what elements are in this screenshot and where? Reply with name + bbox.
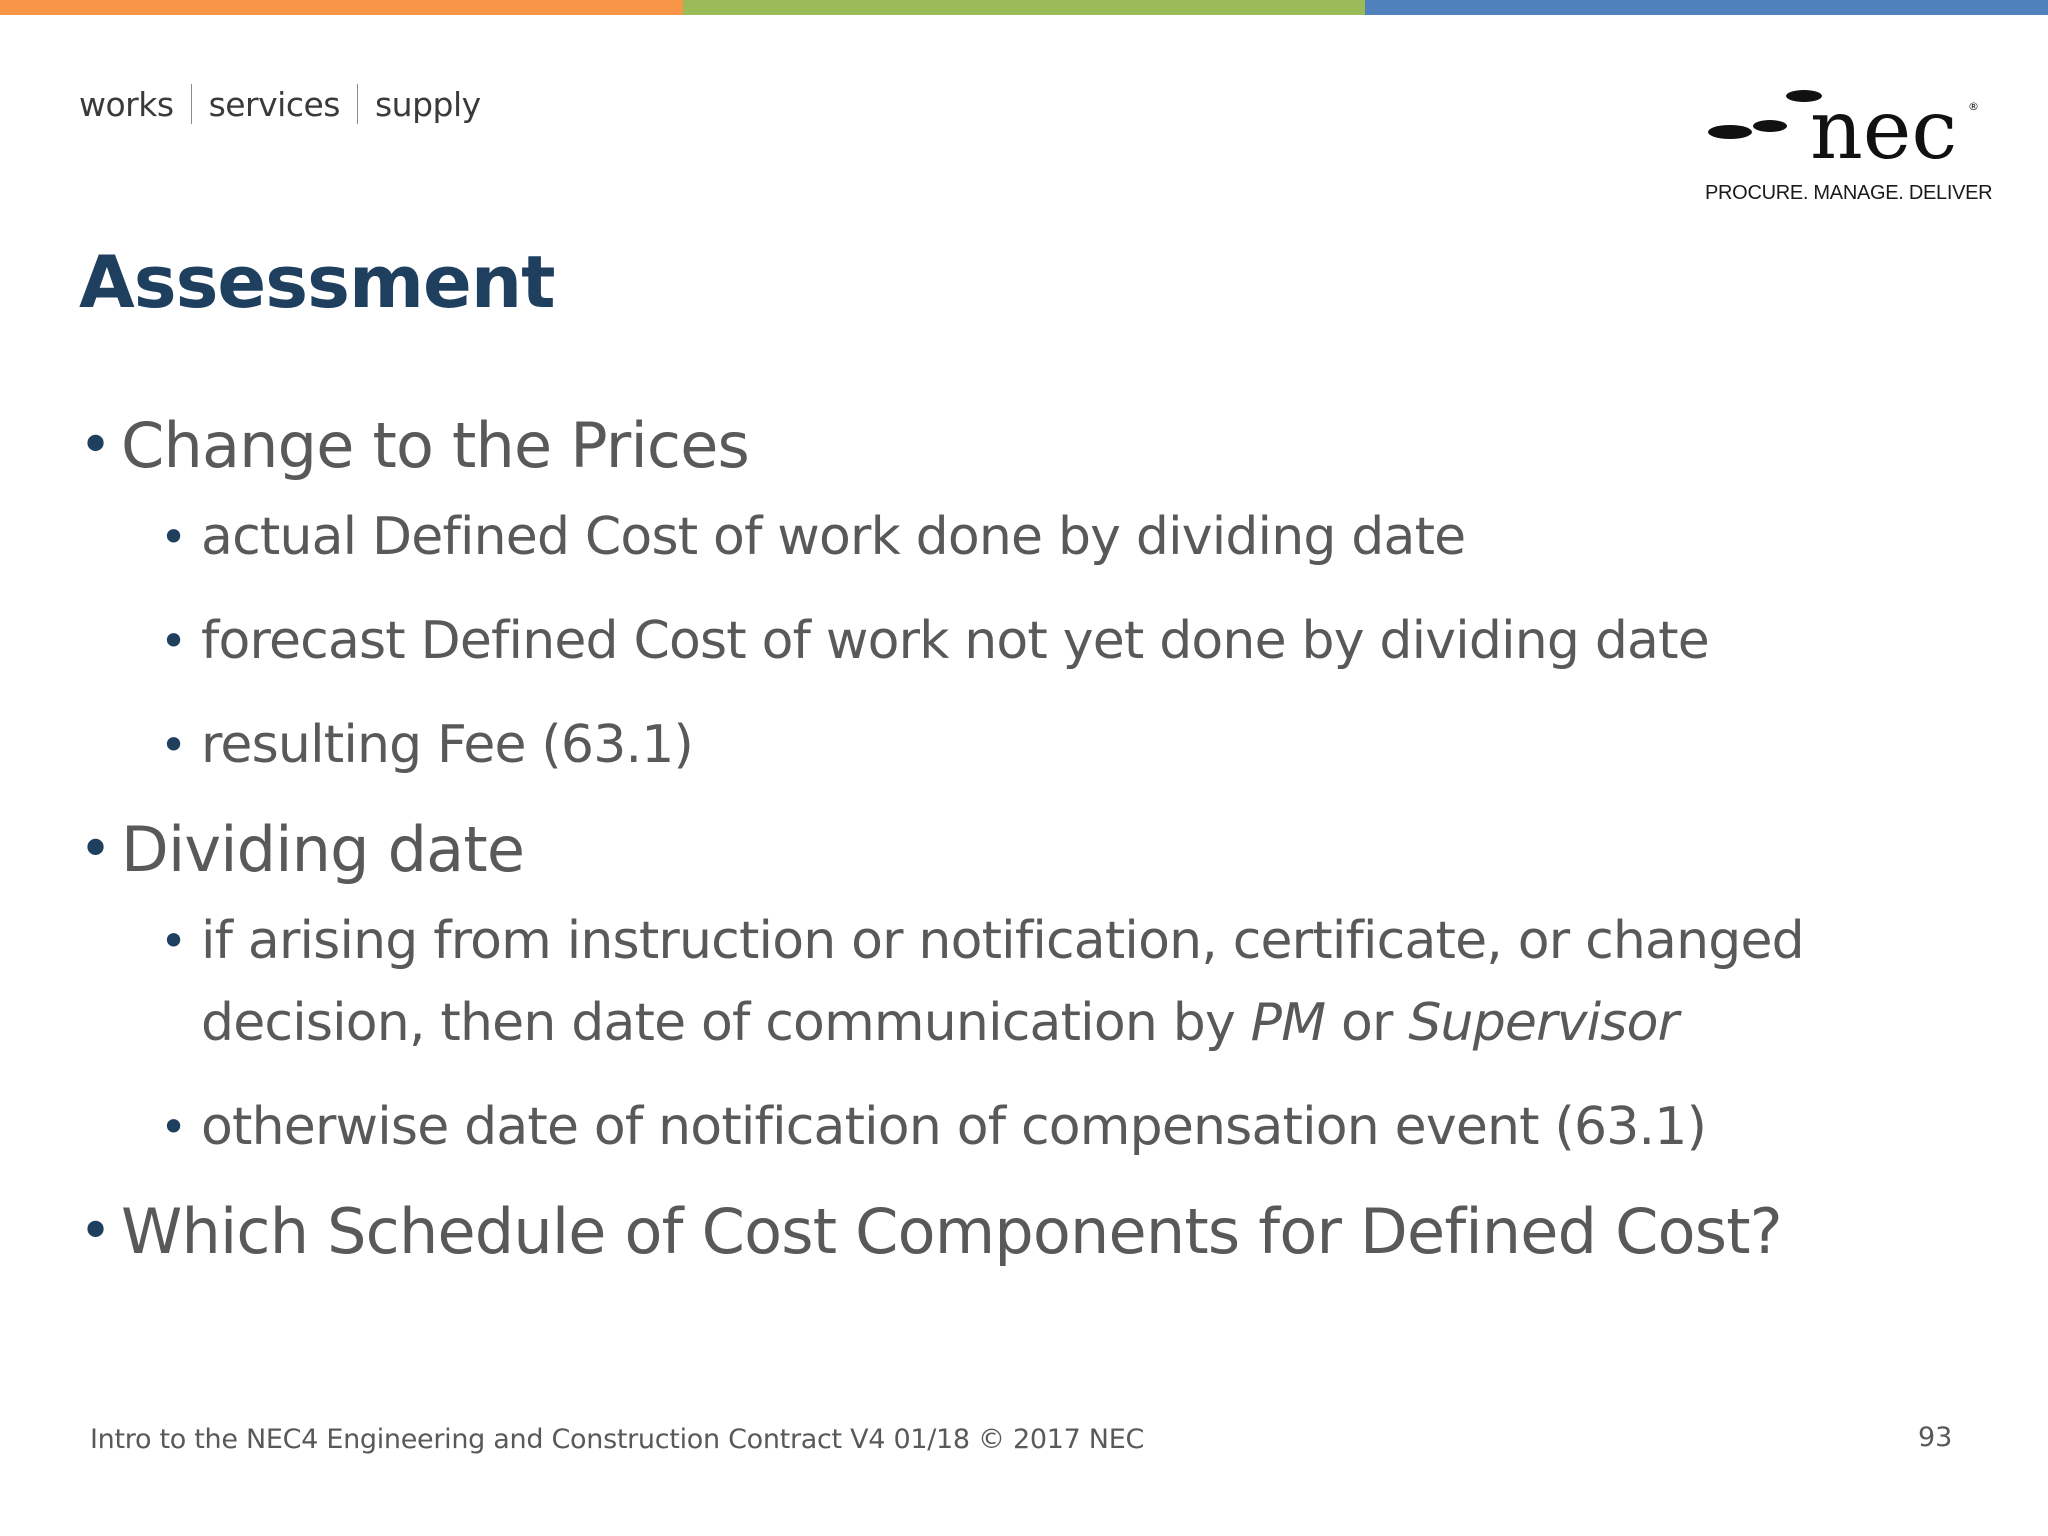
sub-bullet-text: forecast Defined Cost of work not yet done by dividing date [201, 611, 1709, 671]
top-bar-orange [0, 0, 683, 15]
bullet-dot [79, 404, 111, 488]
nav-supply: supply [374, 84, 481, 124]
bullet-dot [79, 808, 111, 892]
page-number: 93 [1918, 1422, 1953, 1453]
nav-separator [191, 84, 192, 124]
slide-title: Assessment [79, 240, 555, 324]
header-nav [79, 84, 481, 124]
sub-bullet-text: actual Defined Cost of work done by dividing date [201, 507, 1466, 567]
nav-separator [357, 84, 358, 124]
sub-bullet-dot [160, 900, 186, 982]
sub-bullet-dot [160, 704, 186, 786]
sub-bullet-text-part: or [1325, 993, 1409, 1053]
top-bar-green [683, 0, 1366, 15]
role-pm: PM [1250, 993, 1326, 1053]
bullet-list [79, 404, 1979, 1288]
sub-bullet-text: otherwise date of notification of compensation event (63.1) [201, 1097, 1707, 1157]
role-supervisor: Supervisor [1408, 993, 1679, 1053]
sub-bullet-dot [160, 1086, 186, 1168]
top-bar-blue [1365, 0, 2048, 15]
logo-wordmark: nec [1810, 88, 1958, 170]
sub-bullet-item [160, 600, 1979, 682]
registered-mark: ® [1968, 100, 1979, 113]
nav-services: services [208, 84, 340, 124]
footer-text: Intro to the NEC4 Engineering and Construction Contract V4 01/18 © 2017 NEC [90, 1424, 1145, 1455]
nav-works: works [79, 84, 174, 124]
bullet-text: Dividing date [121, 813, 525, 886]
sub-bullet-item [160, 1086, 1979, 1168]
bullet-dividing-date [79, 808, 1979, 1168]
nec-logo-icon [1700, 88, 1980, 170]
sub-bullet-list [121, 900, 1979, 1168]
bullet-text: Which Schedule of Cost Components for Defined Cost? [121, 1195, 1782, 1268]
sub-bullet-item [160, 704, 1979, 786]
sub-bullet-dot [160, 496, 186, 578]
nec-logo [1700, 88, 1993, 208]
sub-bullet-text [201, 911, 1804, 1053]
bullet-change-to-prices [79, 404, 1979, 786]
sub-bullet-text: resulting Fee (63.1) [201, 715, 693, 775]
sub-bullet-list [121, 496, 1979, 786]
logo-tagline: PROCURE. MANAGE. DELIVER [1705, 182, 1993, 204]
bullet-which-schedule [79, 1190, 1979, 1274]
top-color-bar [0, 0, 2048, 15]
sub-bullet-item [160, 900, 1979, 1064]
sub-bullet-dot [160, 600, 186, 682]
sub-bullet-text-part: if arising from instruction or notification, certificate, or changed decision, then date of communication by [201, 911, 1804, 1053]
bullet-dot [79, 1190, 111, 1274]
bullet-text: Change to the Prices [121, 409, 750, 482]
sub-bullet-item [160, 496, 1979, 578]
